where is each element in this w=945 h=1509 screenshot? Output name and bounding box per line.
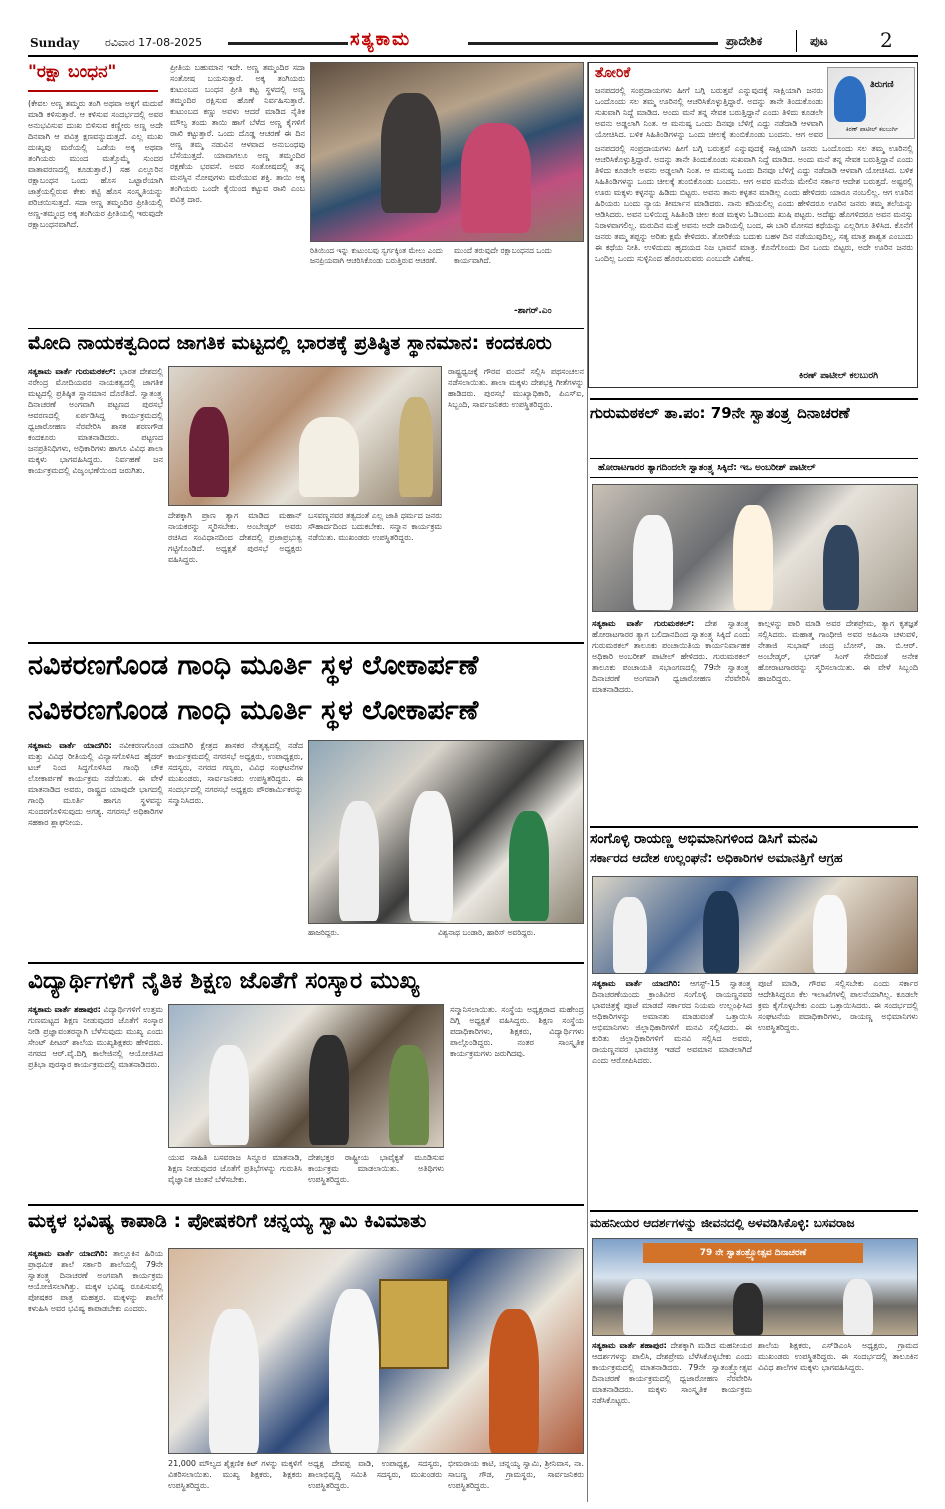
torike-box	[588, 62, 918, 388]
raksha-col2: ಪ್ರೀತಿಯ ಬಹುಮಾನ ಇದೇ. ಅಣ್ಣ ತಮ್ಮಂದಿರ ಸದಾ ಸಂತೋಷ ಬಯಸುತ್ತಾರೆ. ಅಕ್ಕ ತಂಗಿಯರು ಕುಟುಂಬದ ಬಂಧನ ಪ್ರೀತಿ ಕಟ್ಟ ಸ್ಥಳದಲ್ಲಿ ಅಣ್ಣ ತಮ್ಮಂದಿರ ರಕ್ಷಿಸುವ ಹೊಣೆ ನಿರ್ವಹಿಸುತ್ತಾರೆ. ಕುಟುಂಬದ ಕಣ್ಣು ಅವಳು ಆದರೆ ಮಾಡಿದ ನೈತಿಕ ಮೌಲ್ಯ ತಂದು ತಾಯಿ ಹಾಗೆ ಬೆಳೆದ ಅಣ್ಣ ಕೈಗಳಿಗೆ ರಾಖಿ ಕಟ್ಟುತ್ತಾರೆ. ಒಂದು ದೊಡ್ಡ ಆಚರಣೆ ಈ ದಿನ ಅಣ್ಣ ತಮ್ಮ ನಡುವಿನ ಆಳವಾದ ಅನುಬಂಧವು ಬೆಸೆಯುತ್ತದೆ. ಯಾವಾಗಲೂ ಅಣ್ಣ ತಮ್ಮಂದಿರ ರಕ್ಷಣೆಯ ಭರವಸೆ. ಅವರ ಸಂತೋಷದಲ್ಲಿ ತನ್ನ ಮನಸ್ಸಿನ ನೋವುಗಳು ಮರೆಯುವ ಶಕ್ತಿ. ತಾಯಿ ಅಕ್ಕ ತಂಗಿಯರು ಒಂದೇ ಕೈಯಿಂದ ಕಟ್ಟುವ ರಾಖಿ ಎಂಬ ಪವಿತ್ರ ದಾರ.	[170, 63, 305, 204]
raksha-col1: (ಕೇವಲ ಅಣ್ಣ ತಮ್ಮರು ತಂಗಿ ಅಥವಾ ಅಕ್ಕಗೆ ಮದುವೆ ಮಾಡಿ ಕಳಿಸುತ್ತಾರೆ. ಆ ಕಳಿಸುವ ಸಂದರ್ಭದಲ್ಲಿ ಅವರ ಅನುಭವಿಸುವ ದುಃಖ ಬಿಳಿಸುವ ಕಣ್ಣೀರು ಅಣ್ಣ ಅದೇ ದಿನವಾಗಿ ಆ ಪವಿತ್ರ ಕ್ಷಣವನ್ನುದುತ್ತದೆ. ಎಲ್ಲ ಮುಖ ದುಃಖ್ಯವು ಮರೆಯಲ್ಲಿ ಒಡೆಯ ಅಕ್ಕ ಅಥವಾ ತಂಗಿಯರು ಮುಂದ ಮತ್ತೊಮ್ಮೆ ಸುಂದರ ವಾತಾವರಣದಲ್ಲಿ ಕೂಡುತ್ತಾರೆ.) ಸಹ ಎಲ್ಲೂರಿನ ರಕ್ಷಾಬಂಧನ ಒಂದು ಹೊಸ ಒಟ್ಟಾರೆಯಾಗಿ ಜಾತ್ರೆಯಲ್ಲಿರುವ ಕೇಕು ಕಟ್ಟಿ ಹೊಸ ಸಂಸ್ಕೃತಿಯನ್ನು ಪರಿಚಯಿಸುತ್ತದೆ. ಸದಾ ಅಣ್ಣ ತಮ್ಮಂದಿರ ಪ್ರೀತಿಯಲ್ಲಿ ಅಣ್ಣ-ತಮ್ಮಂದ್ರ ಅಕ್ಕ ತಂಗಿಯರ ಪ್ರೀತಿಯಲ್ಲಿ ಇರುವುದೇ ರಕ್ಷಾಬಂಧನವಾಗಿದೆ.	[28, 99, 163, 229]
makkala-col1: ತಾಲ್ಲೂಕಿನ ಹಿರಿಯ ಪ್ರಾಥಮಿಕ ಶಾಲೆ ಸರ್ಕಾರಿ ಶಾಲೆಯಲ್ಲಿ 79ನೇ ಸ್ವಾತಂತ್ರ್ಯ ದಿನಾಚರಣೆ ಅಂಗವಾಗಿ ಕಾರ್ಯಕ್ರಮ ಆಯೋಜಿಸಲಾಗಿತ್ತು. ಮಕ್ಕಳ ಭವಿಷ್ಯ ರೂಪಿಸುವಲ್ಲಿ ಪೋಷಕರ ಪಾತ್ರ ಮಹತ್ತರ. ಮಕ್ಕಳನ್ನು ಶಾಲೆಗೆ ಕಳುಹಿಸಿ ಅವರ ಭವಿಷ್ಯ ಕಾಪಾಡಬೇಕು ಎಂದರು.	[28, 1249, 163, 1313]
torike-body-cont: ಜನಪದರಲ್ಲಿ ಸಂಪ್ರದಾಯಗಳು ಹೀಗೆ ಬಗ್ಗಿ ಬರುತ್ತವೆ ಎನ್ನುವುದಕ್ಕೆ ಸಾಕ್ಷಿಯಾಗಿ ಜನರು ಒಂದೊಂದು ಸಲ ತಮ್ಮ ಊರಿನಲ್ಲಿ ಆಚರಿಸಿಕೊಳ್ಳುತ್ತಿದ್ದಾರೆ. ಅದನ್ನು ತಾನೇ ತಿಂದುಕೊಂಡು ಸುಖವಾಗಿ ನಿದ್ದೆ ಮಾಡಿದ. ಅಂದು ಮನೆ ತನ್ನ ಸೇವಕ ಬರುತ್ತಿದ್ದಾನೆ ಎಂದು ತಿಳಿದು ಕೂಡಲೇ ಅವನು ಅಡ್ಡಲಾಗಿ ನಿಂತ. ಆ ಮನುಷ್ಯ ಒಂದು ದಿನವೂ ಬೆಳಿಗ್ಗೆ ಎದ್ದು ನಡೆದಾಡಿ ಆಳವಾಗಿ ಯೋಚಿಸಿದ. ಬಳಿಕ ಸಿಹಿತಿಂಡಿಗಳನ್ನು ಒಂದು ಚೀಲಕ್ಕೆ ತುಂಬಿಕೊಂಡು ಬಂದನು. ಆಗ ಅವರ ಮನೆಯ ಮೇಲಿನ ಸರ್ಕಾರ ಆದೇಶ ಬರುತ್ತದೆ. ಅಷ್ಟರಲ್ಲಿ ಊರು ಮಕ್ಕಳು ಕಳ್ಳನನ್ನು ಹಿಡಿದು ಬಿಟ್ಟರು. ಅವನು ತಾನು ಕಳ್ಳತನ ಮಾಡಿಲ್ಲ ಎಂದು ಹೇಳಿದರು ಯಾರೂ ನಂಬಲಿಲ್ಲ. ಆಗ ಊರಿನ ಹಿರಿಯರು ಬಂದು ನ್ಯಾಯ ತೀರ್ಮಾನ ಮಾಡಿದರು. ನಾನು ಕದಿಯಲಿಲ್ಲ ಎಂದು ಹೇಳಿದರೂ ಊರಿನ ಜನರು ತಮ್ಮ ತಲೆಯನ್ನು ಆಡಿಸಿದರು. ಅವನ ಬಳಿಯಿದ್ದ ಸಿಹಿತಿಂಡಿ ಚೀಲ ಕಂಡ ಮಕ್ಕಳು ಓಡಿಬಂದು ಖುಷಿ ಪಟ್ಟರು. ಅದೆಷ್ಟು ಹೊಗಳಿದರೂ ಅವನ ಮನಸ್ಸು ನಿರಾಳವಾಗಲಿಲ್ಲ. ಮರುದಿನ ಮತ್ತೆ ಅವನು ಅದೇ ದಾರಿಯಲ್ಲಿ ಬಂದ, ಈ ಬಾರಿ ಮೋಸದ ಕಥೆಯನ್ನು ಎಲ್ಲರಿಗೂ ತಿಳಿಸಿದ. ಕೊನೆಗೆ ಜನರು ತಮ್ಮ ತಪ್ಪನ್ನು ಅರಿತು ಕ್ಷಮೆ ಕೇಳಿದರು. ತೋರಿಕೆಯ ಬದುಕು ಬಹಳ ದಿನ ನಡೆಯುವುದಿಲ್ಲ, ಸತ್ಯ ಮಾತ್ರ ಶಾಶ್ವತ ಎಂಬುದು ಈ ಕಥೆಯ ನೀತಿ. ಉಳಿದುದು ಹೃದಯದ ನಿಜ ಭಾವನೆ ಮಾತ್ರ. ಕೊನೆಗೊಂದು ದಿನ ಒಂದು ಬಿಟ್ಟರು, ಅದೇ ಊರಿನ ಜನರು ಒಂದಿಲ್ಲ ಒಂದು ಸುಳ್ಳಿನಿಂದ ಹೊರಬರುವರು ಎಂಬುದೇ ವಿಶೇಷ.	[595, 144, 913, 263]
date-label: ರವಿವಾರ 17-08-2025	[105, 36, 203, 49]
guru-dateline: ಸತ್ಯಕಾಮ ವಾರ್ತೆ ಗುರುಮಠಕಲ್:	[592, 619, 695, 628]
torike-author-photo	[827, 67, 915, 139]
mahaniyara-headline: ಮಹನೀಯರ ಆದರ್ಶಗಳನ್ನು ಜೀವನದಲ್ಲಿ ಅಳವಡಿಸಿಕೊಳ್ಳಿ: ಬಸವರಾಜ	[590, 1210, 918, 1232]
raksha-caption: ರಿತಿಯಿಂದ ಇನ್ನು ಕುಟುಂಬವು ಸ್ವರ್ಗಕ್ಕಿಂತ ಮೇಲು ಎಂದು ಜನಪ್ರಿಯವಾಗಿ ಆಚರಿಸಿಕೊಂಡು ಬರುತ್ತಿರುವ ಆಚರಣೆ.	[310, 246, 444, 265]
vidyarthi-col2: ಯುವ ಸಾಹಿತಿ ಬಸವರಾಜ ಸಿನ್ನೂರ ಮಾತನಾಡಿ, ಶಿಕ್ಷಣ ನೀಡುವುದರ ಜೊತೆಗೆ ಪ್ರತಿಭೆಗಳನ್ನು ಗುರುತಿಸಿ ವೈಜ್ಞಾನಿಕ ಚಿಂತನೆ ಬೆಳೆಸಬೇಕು.	[168, 1153, 302, 1184]
modi-dateline: ಸತ್ಯಕಾಮ ವಾರ್ತೆ ಗುರುಮಠಕಲ್:	[28, 367, 116, 376]
raksha-photo	[310, 62, 584, 242]
gandhi-headline-2: ನವಿಕರಣಗೊಂಡ ಗಾಂಧಿ ಮೂರ್ತಿ ಸ್ಥಳ ಲೋಕಾರ್ಪಣೆ	[28, 695, 479, 726]
section-label: ಪ್ರಾದೇಶಿಕ	[726, 34, 763, 48]
torike-body: ಜನಪದರಲ್ಲಿ ಸಂಪ್ರದಾಯಗಳು ಹೀಗೆ ಬಗ್ಗಿ ಬರುತ್ತವೆ ಎನ್ನುವುದಕ್ಕೆ ಸಾಕ್ಷಿಯಾಗಿ ಜನರು ಒಂದೊಂದು ಸಲ ತಮ್ಮ ಊರಿನಲ್ಲಿ ಆಚರಿಸಿಕೊಳ್ಳುತ್ತಿದ್ದಾರೆ. ಅದನ್ನು ತಾನೇ ತಿಂದುಕೊಂಡು ಸುಖವಾಗಿ ನಿದ್ದೆ ಮಾಡಿದ. ಅಂದು ಮನೆ ತನ್ನ ಸೇವಕ ಬರುತ್ತಿದ್ದಾನೆ ಎಂದು ತಿಳಿದು ಕೂಡಲೇ ಅವನು ಅಡ್ಡಲಾಗಿ ನಿಂತ. ಆ ಮನುಷ್ಯ ಒಂದು ದಿನವೂ ಬೆಳಿಗ್ಗೆ ಎದ್ದು ನಡೆದಾಡಿ ಆಳವಾಗಿ ಯೋಚಿಸಿದ. ಬಳಿಕ ಸಿಹಿತಿಂಡಿಗಳನ್ನು ಒಂದು ಚೀಲಕ್ಕೆ ತುಂಬಿಕೊಂಡು ಬಂದನು. ಆಗ ಅವರ	[595, 86, 823, 139]
sangolli-col1: ಆಗಸ್ಟ್-15 ಸ್ವಾತಂತ್ರ್ಯ ದಿನಾಚರಣೆಯಂದು ಕ್ರಾಂತಿವೀರ ಸಂಗೊಳ್ಳಿ ರಾಯಣ್ಣನವರ ಭಾವಚಿತ್ರಕ್ಕೆ ಪೂಜೆ ಮಾಡದೆ ಸರ್ಕಾರದ ನಿಯಮ ಉಲ್ಲಂಘಿಸಿದ ಅಧಿಕಾರಿಗಳನ್ನು ಅಮಾನತು ಮಾಡುವಂತೆ ಒತ್ತಾಯಿಸಿ ಅಭಿಮಾನಿಗಳು ಜಿಲ್ಲಾಧಿಕಾರಿಗಳಿಗೆ ಮನವಿ ಸಲ್ಲಿಸಿದರು. ಈ ಕುರಿತು ಜಿಲ್ಲಾಧಿಕಾರಿಗಳಿಗೆ ಮನವಿ ಸಲ್ಲಿಸಿದ ಅವರು, ರಾಯಣ್ಣನವರ ಭಾವಚಿತ್ರ ಇಡದೆ ಅವಮಾನ ಮಾಡಲಾಗಿದೆ ಎಂದು ಆರೋಪಿಸಿದರು.	[592, 979, 752, 1065]
torike-title: ತೋರಿಕೆ	[595, 65, 631, 81]
modi-col2: ದೇಶಕ್ಕಾಗಿ ಪ್ರಾಣ ತ್ಯಾಗ ಮಾಡಿದ ಮಹಾನ್ ನಾಯಕರನ್ನು ಸ್ಮರಿಸಬೇಕು. ಅಂಬೇಡ್ಕರ್ ಅವರು ರಚಿಸಿದ ಸಂವಿಧಾನದಿಂದ ದೇಶದಲ್ಲಿ ಪ್ರಜಾಪ್ರಭುತ್ವ ಗಟ್ಟಿಗೊಂಡಿದೆ. ಅಧ್ಯಕ್ಷತೆ ಪುರಸಭೆ ಅಧ್ಯಕ್ಷರು ವಹಿಸಿದ್ದರು.	[168, 511, 302, 564]
makkala-headline: ಮಕ್ಕಳ ಭವಿಷ್ಯ ಕಾಪಾಡಿ : ಪೋಷಕರಿಗೆ ಚನ್ನಯ್ಯ ಸ್ವಾಮಿ ಕಿವಿಮಾತು	[28, 1210, 427, 1232]
modi-headline: ಮೋದಿ ನಾಯಕತ್ವದಿಂದ ಜಾಗತಿಕ ಮಟ್ಟದಲ್ಲಿ ಭಾರತಕ್ಕೆ ಪ್ರತಿಷ್ಠಿತ ಸ್ಥಾನಮಾನ: ಕಂದಕೂರು	[28, 332, 552, 354]
guru-col2: ಕಾಲ್ಗಳನ್ನು ಪಾರಿ ಮಾಡಿ ಅವರ ದೇಶಪ್ರೇಮ, ತ್ಯಾಗ ಕೃತಜ್ಞತೆ ಸಲ್ಲಿಸಿದರು. ಮಹಾತ್ಮ ಗಾಂಧೀಜಿ ಅವರ ಅಹಿಂಸಾ ಚಳುವಳಿ, ನೇತಾಜಿ ಸುಭಾಷ್ ಚಂದ್ರ ಬೋಸ್, ಡಾ. ಬಿ.ಆರ್. ಅಂಬೇಡ್ಕರ್, ಭಗತ್ ಸಿಂಗ್ ಸೇರಿದಂತೆ ಅನೇಕ ಹೋರಾಟಗಾರರನ್ನು ಸ್ಮರಿಸಲಾಯಿತು. ಈ ವೇಳೆ ಸಿಬ್ಬಂದಿ ಹಾಜರಿದ್ದರು.	[758, 619, 918, 683]
raksha-article	[28, 62, 584, 324]
vidyarthi-article	[28, 1004, 584, 1200]
vidyarthi-col4: ಸನ್ಮಾನಿಸಲಾಯಿತು. ಸಂಸ್ಥೆಯ ಅಧ್ಯಕ್ಷರಾದ ಮಹೇಂದ್ರ ದಿಗ್ಗಿ ಅಧ್ಯಕ್ಷತೆ ವಹಿಸಿದ್ದರು. ಶಿಕ್ಷಣ ಸಂಸ್ಥೆಯ ಪದಾಧಿಕಾರಿಗಳು, ಶಿಕ್ಷಕರು, ವಿದ್ಯಾರ್ಥಿಗಳು ಪಾಲ್ಗೊಂಡಿದ್ದರು. ನಂತರ ಸಾಂಸ್ಕೃತಿಕ ಕಾರ್ಯಕ್ರಮಗಳು ಜರುಗಿದವು.	[450, 1005, 584, 1058]
makkala-col4: ಭೀಮರಾಯ ಕಾಟಿ, ಚನ್ನಯ್ಯ ಸ್ವಾಮಿ, ಶ್ರೀನಿವಾಸ, ನಾ. ಸಾಬಣ್ಣ ಗೌಡ, ಗ್ರಾಮಸ್ಥರು, ಸಾರ್ವಜನಿಕರು ಉಪಸ್ಥಿತರಿದ್ದರು.	[448, 1459, 584, 1490]
makkala-col3: ಅಧ್ಯಕ್ಷ ದೇವಪ್ಪ ವಾಡಿ, ಉಪಾಧ್ಯಕ್ಷ, ಸದಸ್ಯರು, ಶಾಲಾಭಿವೃದ್ಧಿ ಸಮಿತಿ ಸದಸ್ಯರು, ಮುಖಂಡರು ಉಪಸ್ಥಿತರಿದ್ದರು.	[308, 1459, 442, 1490]
vidyarthi-col3: ದೇಶಭಕ್ತರ ರಾಷ್ಟ್ರೀಯ ಭಾವೈಕ್ಯತೆ ಮೂಡಿಸುವ ಕಾರ್ಯಕ್ರಮ ಮಾಡಲಾಯಿತು. ಅತಿಥಿಗಳು ಉಪಸ್ಥಿತರಿದ್ದರು.	[308, 1153, 444, 1184]
torike-author-small: ಕಿರಣ್ ಪಾಟೀಲ್ ಕಲಬುರ್ಗಿ	[845, 126, 899, 133]
makkala-photo	[168, 1248, 584, 1454]
gandhi-col1: ನವೀಕರಣಗೊಂಡ ಮತ್ತು ವಿವಿಧ ರೀತಿಯಲ್ಲಿ ವಿನ್ಯಾಸಗೊಳಿಸಿದ ಹೈದರ್ ಟಚ್ ನಿಂದ ಸಿದ್ದಗೊಳಿಸಿದ ಗಾಂಧಿ ಚೌಕ ಲೋಕಾರ್ಪಣೆ ಕಾರ್ಯಕ್ರಮ ನಡೆಯಿತು. ಈ ವೇಳೆ ಮಾತನಾಡಿದ ಅವರು, ರಾಷ್ಟ್ರದ ಯಾವುದೇ ಭಾಗದಲ್ಲಿ ಗಾಂಧಿ ಮೂರ್ತಿ ಹಾಗೂ ಸ್ಥಳವನ್ನು ಸುಂದರಗೊಳಿಸುವುದು ಅಗತ್ಯ. ನಗರಸಭೆ ಅಧಿಕಾರಿಗಳ ಸಹಕಾರ ಶ್ಲಾಘನೀಯ.	[28, 741, 163, 827]
gandhi-article	[28, 740, 584, 960]
avatar	[834, 76, 866, 122]
modi-col1: ಭಾರತ ದೇಶದಲ್ಲಿ ನರೇಂದ್ರ ಮೋದಿಯವರ ನಾಯಕತ್ವದಲ್ಲಿ ಜಾಗತಿಕ ಮಟ್ಟದಲ್ಲಿ ಪ್ರತಿಷ್ಠಿತ ಸ್ಥಾನಮಾನ ದೊರೆತಿದೆ. ಸ್ವಾತಂತ್ರ್ಯ ದಿನಾಚರಣೆ ಅಂಗವಾಗಿ ಪಟ್ಟಣದ ಪುರಸಭೆ ಆವರಣದಲ್ಲಿ ಏರ್ಪಡಿಸಿದ್ದ ಕಾರ್ಯಕ್ರಮದಲ್ಲಿ ಧ್ವಜಾರೋಹಣ ನೆರವೇರಿಸಿ ಶಾಸಕ ಶರಣಗೌಡ ಕಂದಕೂರು ಮಾತನಾಡಿದರು. ಪಟ್ಟಣದ ಜನಪ್ರತಿನಿಧಿಗಳು, ಅಧಿಕಾರಿಗಳು ಹಾಗೂ ವಿವಿಧ ಶಾಲಾ ಮಕ್ಕಳು ಭಾಗವಹಿಸಿದ್ದರು. ನಿರ್ವಹಣೆ ಜನ ಕಾರ್ಯಕ್ರಮದಲ್ಲಿ ವಿಜೃಂಭಣೆಯಿಂದ ಜರುಗಿತು.	[28, 367, 163, 475]
paper-name: ಸತ್ಯಕಾಮ	[350, 29, 412, 50]
gandhi-caption2: ವಿಶ್ವನಾಥ ಬಂಡಾರಿ, ಹಾರಿಸ್ ಅವರಿದ್ದರು.	[438, 928, 536, 937]
mahaniyara-photo	[592, 1238, 918, 1336]
mahaniyara-col2: ಶಾಲೆಯ ಶಿಕ್ಷಕರು, ಎಸ್‌ಡಿಎಂಸಿ ಅಧ್ಯಕ್ಷರು, ಗ್ರಾಮದ ಮುಖಂಡರು ಉಪಸ್ಥಿತರಿದ್ದರು. ಈ ಸಂದರ್ಭದಲ್ಲಿ ತಾಲೂಕಿನ ವಿವಿಧ ಶಾಲೆಗಳ ಮಕ್ಕಳು ಭಾಗವಹಿಸಿದ್ದರು.	[758, 1341, 918, 1372]
raksha-title: "ರಕ್ಷಾ ಬಂಧನ"	[28, 62, 158, 92]
gandhi-caption: ಹಾಜರಿದ್ದರು.	[308, 928, 340, 937]
torike-badge: ತಿರುಗಣಿ	[870, 80, 894, 90]
vidyarthi-photo	[168, 1004, 444, 1148]
raksha-byline: -ಶಾಗರ್.ಎಂ	[514, 306, 552, 316]
gandhi-headline-1: ನವಿಕರಣಗೊಂಡ ಗಾಂಧಿ ಮೂರ್ತಿ ಸ್ಥಳ ಲೋಕಾರ್ಪಣೆ	[28, 650, 479, 681]
gandhi-photo	[308, 740, 584, 924]
sangolli-dateline: ಸತ್ಯಕಾಮ ವಾರ್ತೆ ಯಾದಗಿರಿ:	[592, 979, 681, 988]
modi-col3: ಬಸವಣ್ಣನವರ ತತ್ವದಂತೆ ಎಲ್ಲ ಜಾತಿ ಧರ್ಮದ ಜನರು ಸೌಹಾರ್ದದಿಂದ ಬದುಕಬೇಕು. ಸನ್ಮಾನ ಕಾರ್ಯಕ್ರಮ ನಡೆಯಿತು. ಮುಖಂಡರು ಉಪಸ್ಥಿತರಿದ್ದರು.	[308, 511, 442, 542]
page-number: 2	[880, 28, 893, 52]
masthead	[0, 0, 945, 56]
gandhi-col2: ಯಾದಗಿರಿ ಕ್ಷೇತ್ರದ ಶಾಸಕರ ನೇತೃತ್ವದಲ್ಲಿ ನಡೆದ ಕಾರ್ಯಕ್ರಮದಲ್ಲಿ ನಗರಸಭೆ ಅಧ್ಯಕ್ಷರು, ಉಪಾಧ್ಯಕ್ಷರು, ಸದಸ್ಯರು, ನಗರದ ಗಣ್ಯರು, ವಿವಿಧ ಸಂಘಟನೆಗಳ ಮುಖಂಡರು, ಸಾರ್ವಜನಿಕರು ಉಪಸ್ಥಿತರಿದ್ದರು. ಈ ಸಂದರ್ಭದಲ್ಲಿ ನಗರಸಭೆ ಅಧ್ಯಕ್ಷರು ಪೌರಕಾರ್ಮಿಕರನ್ನು ಸನ್ಮಾನಿಸಿದರು.	[168, 741, 303, 805]
guru-subhead: ಹೋರಾಟಗಾರರ ತ್ಯಾಗದಿಂದಲೇ ಸ್ವಾತಂತ್ರ್ಯ ಸಿಕ್ಕಿದೆ: ಇಒ ಅಂಬರೀಶ್ ಪಾಟೀಲ್	[590, 458, 918, 478]
raksha-caption2: ಮುಂದೆ ತರುವುದೇ ರಕ್ಷಾಬಂಧನದ ಒಂದು ಕಾರ್ಯವಾಗಿದೆ.	[454, 246, 552, 265]
modi-col4: ರಾಷ್ಟ್ರಧ್ವಜಕ್ಕೆ ಗೌರವ ವಂದನೆ ಸಲ್ಲಿಸಿ ಪಥಸಂಚಲನ ನಡೆಸಲಾಯಿತು. ಶಾಲಾ ಮಕ್ಕಳು ದೇಶಭಕ್ತಿ ಗೀತೆಗಳನ್ನು ಹಾಡಿದರು. ಪುರಸಭೆ ಮುಖ್ಯಾಧಿಕಾರಿ, ಪಿಎಸ್ಐ, ಸಿಬ್ಬಂದಿ, ಸಾರ್ವಜನಿಕರು ಉಪಸ್ಥಿತರಿದ್ದರು.	[448, 367, 584, 409]
guru-col1: ದೇಶ ಸ್ವಾತಂತ್ರ್ಯ ಹೋರಾಟಗಾರರ ತ್ಯಾಗ ಬಲಿದಾನದಿಂದ ಸ್ವಾತಂತ್ರ್ಯ ಸಿಕ್ಕಿದೆ ಎಂದು ಗುರುಮಠಕಲ್ ತಾಲೂಕು ಪಂಚಾಯಿತಿಯ ಕಾರ್ಯನಿರ್ವಾಹಕ ಅಧಿಕಾರಿ ಅಂಬರೀಶ್ ಪಾಟೀಲ್ ಹೇಳಿದರು. ಗುರುಮಠಕಲ್ ತಾಲೂಕು ಪಂಚಾಯತಿ ಸಭಾಂಗಣದಲ್ಲಿ 79ನೇ ಸ್ವಾತಂತ್ರ್ಯ ದಿನಾಚರಣೆ ಅಂಗವಾಗಿ ಧ್ವಜಾರೋಹಣ ನೆರವೇರಿಸಿ ಮಾತನಾಡಿದರು.	[592, 619, 750, 694]
gandhi-dateline: ಸತ್ಯಕಾಮ ವಾರ್ತೆ ಯಾದಗಿರಿ:	[28, 741, 112, 750]
makkala-article	[28, 1248, 584, 1500]
mahaniyara-dateline: ಸತ್ಯಕಾಮ ವಾರ್ತೆ ಶಹಾಪುರ:	[592, 1341, 667, 1350]
sangolli-headline-2: ಸರ್ಕಾರದ ಆದೇಶ ಉಲ್ಲಂಘನೆ: ಅಧಿಕಾರಿಗಳ ಅಮಾನತ್ತಿಗೆ ಆಗ್ರಹ	[590, 850, 843, 865]
guru-headline: ಗುರುಮಠಕಲ್ ತಾ.ಪಂ: 79ನೇ ಸ್ವಾತಂತ್ರ್ಯ ದಿನಾಚರಣೆ	[590, 398, 918, 424]
vidyarthi-headline: ವಿದ್ಯಾರ್ಥಿಗಳಿಗೆ ನೈತಿಕ ಶಿಕ್ಷಣ ಜೊತೆಗೆ ಸಂಸ್ಕಾರ ಮುಖ್ಯ	[28, 968, 420, 994]
mahaniyara-banner: 79 ನೇ ಸ್ವಾತಂತ್ರ್ಯೋತ್ಸವ ದಿನಾಚರಣೆ	[643, 1243, 863, 1263]
modi-photo	[168, 366, 442, 506]
sangolli-col2: ಪೂಜೆ ಮಾಡಿ, ಗೌರವ ಸಲ್ಲಿಸಬೇಕು ಎಂದು ಸರ್ಕಾರ ಆದೇಶಿಸಿದ್ದರೂ ಕೆಲ ಇಲಾಖೆಗಳಲ್ಲಿ ಪಾಲನೆಯಾಗಿಲ್ಲ. ಕೂಡಲೇ ಕ್ರಮ ಕೈಗೊಳ್ಳಬೇಕು ಎಂದು ಒತ್ತಾಯಿಸಿದರು. ಈ ಸಂದರ್ಭದಲ್ಲಿ ಸಂಘಟನೆಯ ಪದಾಧಿಕಾರಿಗಳು, ರಾಯಣ್ಣ ಅಭಿಮಾನಿಗಳು ಉಪಸ್ಥಿತರಿದ್ದರು.	[758, 979, 918, 1032]
vidyarthi-col1: ವಿದ್ಯಾರ್ಥಿಗಳಿಗೆ ಉತ್ತಮ ಗುಣಮಟ್ಟದ ಶಿಕ್ಷಣ ನೀಡುವುದರ ಜೊತೆಗೆ ಸಂಸ್ಕಾರ ನೀಡಿ ಪ್ರಜ್ಞಾವಂತರನ್ನಾಗಿ ಬೆಳೆಸುವುದು ಮುಖ್ಯ ಎಂದು ಸೇಂಟ್ ಪೀಟರ್ ಶಾಲೆಯ ಮುಖ್ಯಶಿಕ್ಷಕರು ಹೇಳಿದರು. ನಗರದ ಆರ್.ವೈ.ದಿಗ್ಗಿ ಕಾಲೇಜಿನಲ್ಲಿ ಆಯೋಜಿಸಿದ ಪ್ರತಿಭಾ ಪುರಸ್ಕಾರ ಕಾರ್ಯಕ್ರಮದಲ್ಲಿ ಮಾತನಾಡಿದರು.	[28, 1005, 163, 1069]
torike-byline: ಕಿರಣ್ ಪಾಟೀಲ್ ಕಲಬುರಗಿ	[799, 371, 879, 381]
sangolli-photo	[592, 876, 918, 974]
day-label: Sunday	[30, 36, 80, 50]
makkala-col2: 21,000 ಮೌಲ್ಯದ ಶೈಕ್ಷಣಿಕ ಕಿಟ್ ಗಳನ್ನು ಮಕ್ಕಳಿಗೆ ವಿತರಿಸಲಾಯಿತು. ಮುಖ್ಯ ಶಿಕ್ಷಕರು, ಶಿಕ್ಷಕರು ಉಪಸ್ಥಿತರಿದ್ದರು.	[168, 1459, 302, 1490]
guru-photo	[592, 484, 918, 612]
modi-article	[28, 366, 584, 636]
sangolli-headline-1: ಸಂಗೊಳ್ಳಿ ರಾಯಣ್ಣ ಅಭಿಮಾನಿಗಳಿಂದ ಡಿಸಿಗೆ ಮನವಿ	[590, 826, 918, 848]
makkala-dateline: ಸತ್ಯಕಾಮ ವಾರ್ತೆ ಯಾದಗಿರಿ:	[28, 1249, 108, 1258]
vidyarthi-dateline: ಸತ್ಯಕಾಮ ವಾರ್ತೆ ಶಹಾಪುರ:	[28, 1005, 101, 1014]
mahaniyara-col1: ದೇಶಕ್ಕಾಗಿ ಮಡಿದ ಮಹನೀಯರ ಆದರ್ಶಗಳನ್ನು ಪಾಲಿಸಿ, ದೇಶಪ್ರೇಮ ಬೆಳೆಸಿಕೊಳ್ಳಬೇಕು ಎಂದು ಕಾರ್ಯಕ್ರಮದಲ್ಲಿ ಮಾತನಾಡಿದರು. 79ನೇ ಸ್ವಾತಂತ್ರ್ಯೋತ್ಸವ ದಿನಾಚರಣೆ ಕಾರ್ಯಕ್ರಮದಲ್ಲಿ ಧ್ವಜಾರೋಹಣ ನೆರವೇರಿಸಿ ಮಾತನಾಡಿದರು. ಮಕ್ಕಳು ಸಾಂಸ್ಕೃತಿಕ ಕಾರ್ಯಕ್ರಮ ನಡೆಸಿಕೊಟ್ಟರು.	[592, 1341, 752, 1405]
page-label: ಪುಟ	[810, 34, 828, 48]
